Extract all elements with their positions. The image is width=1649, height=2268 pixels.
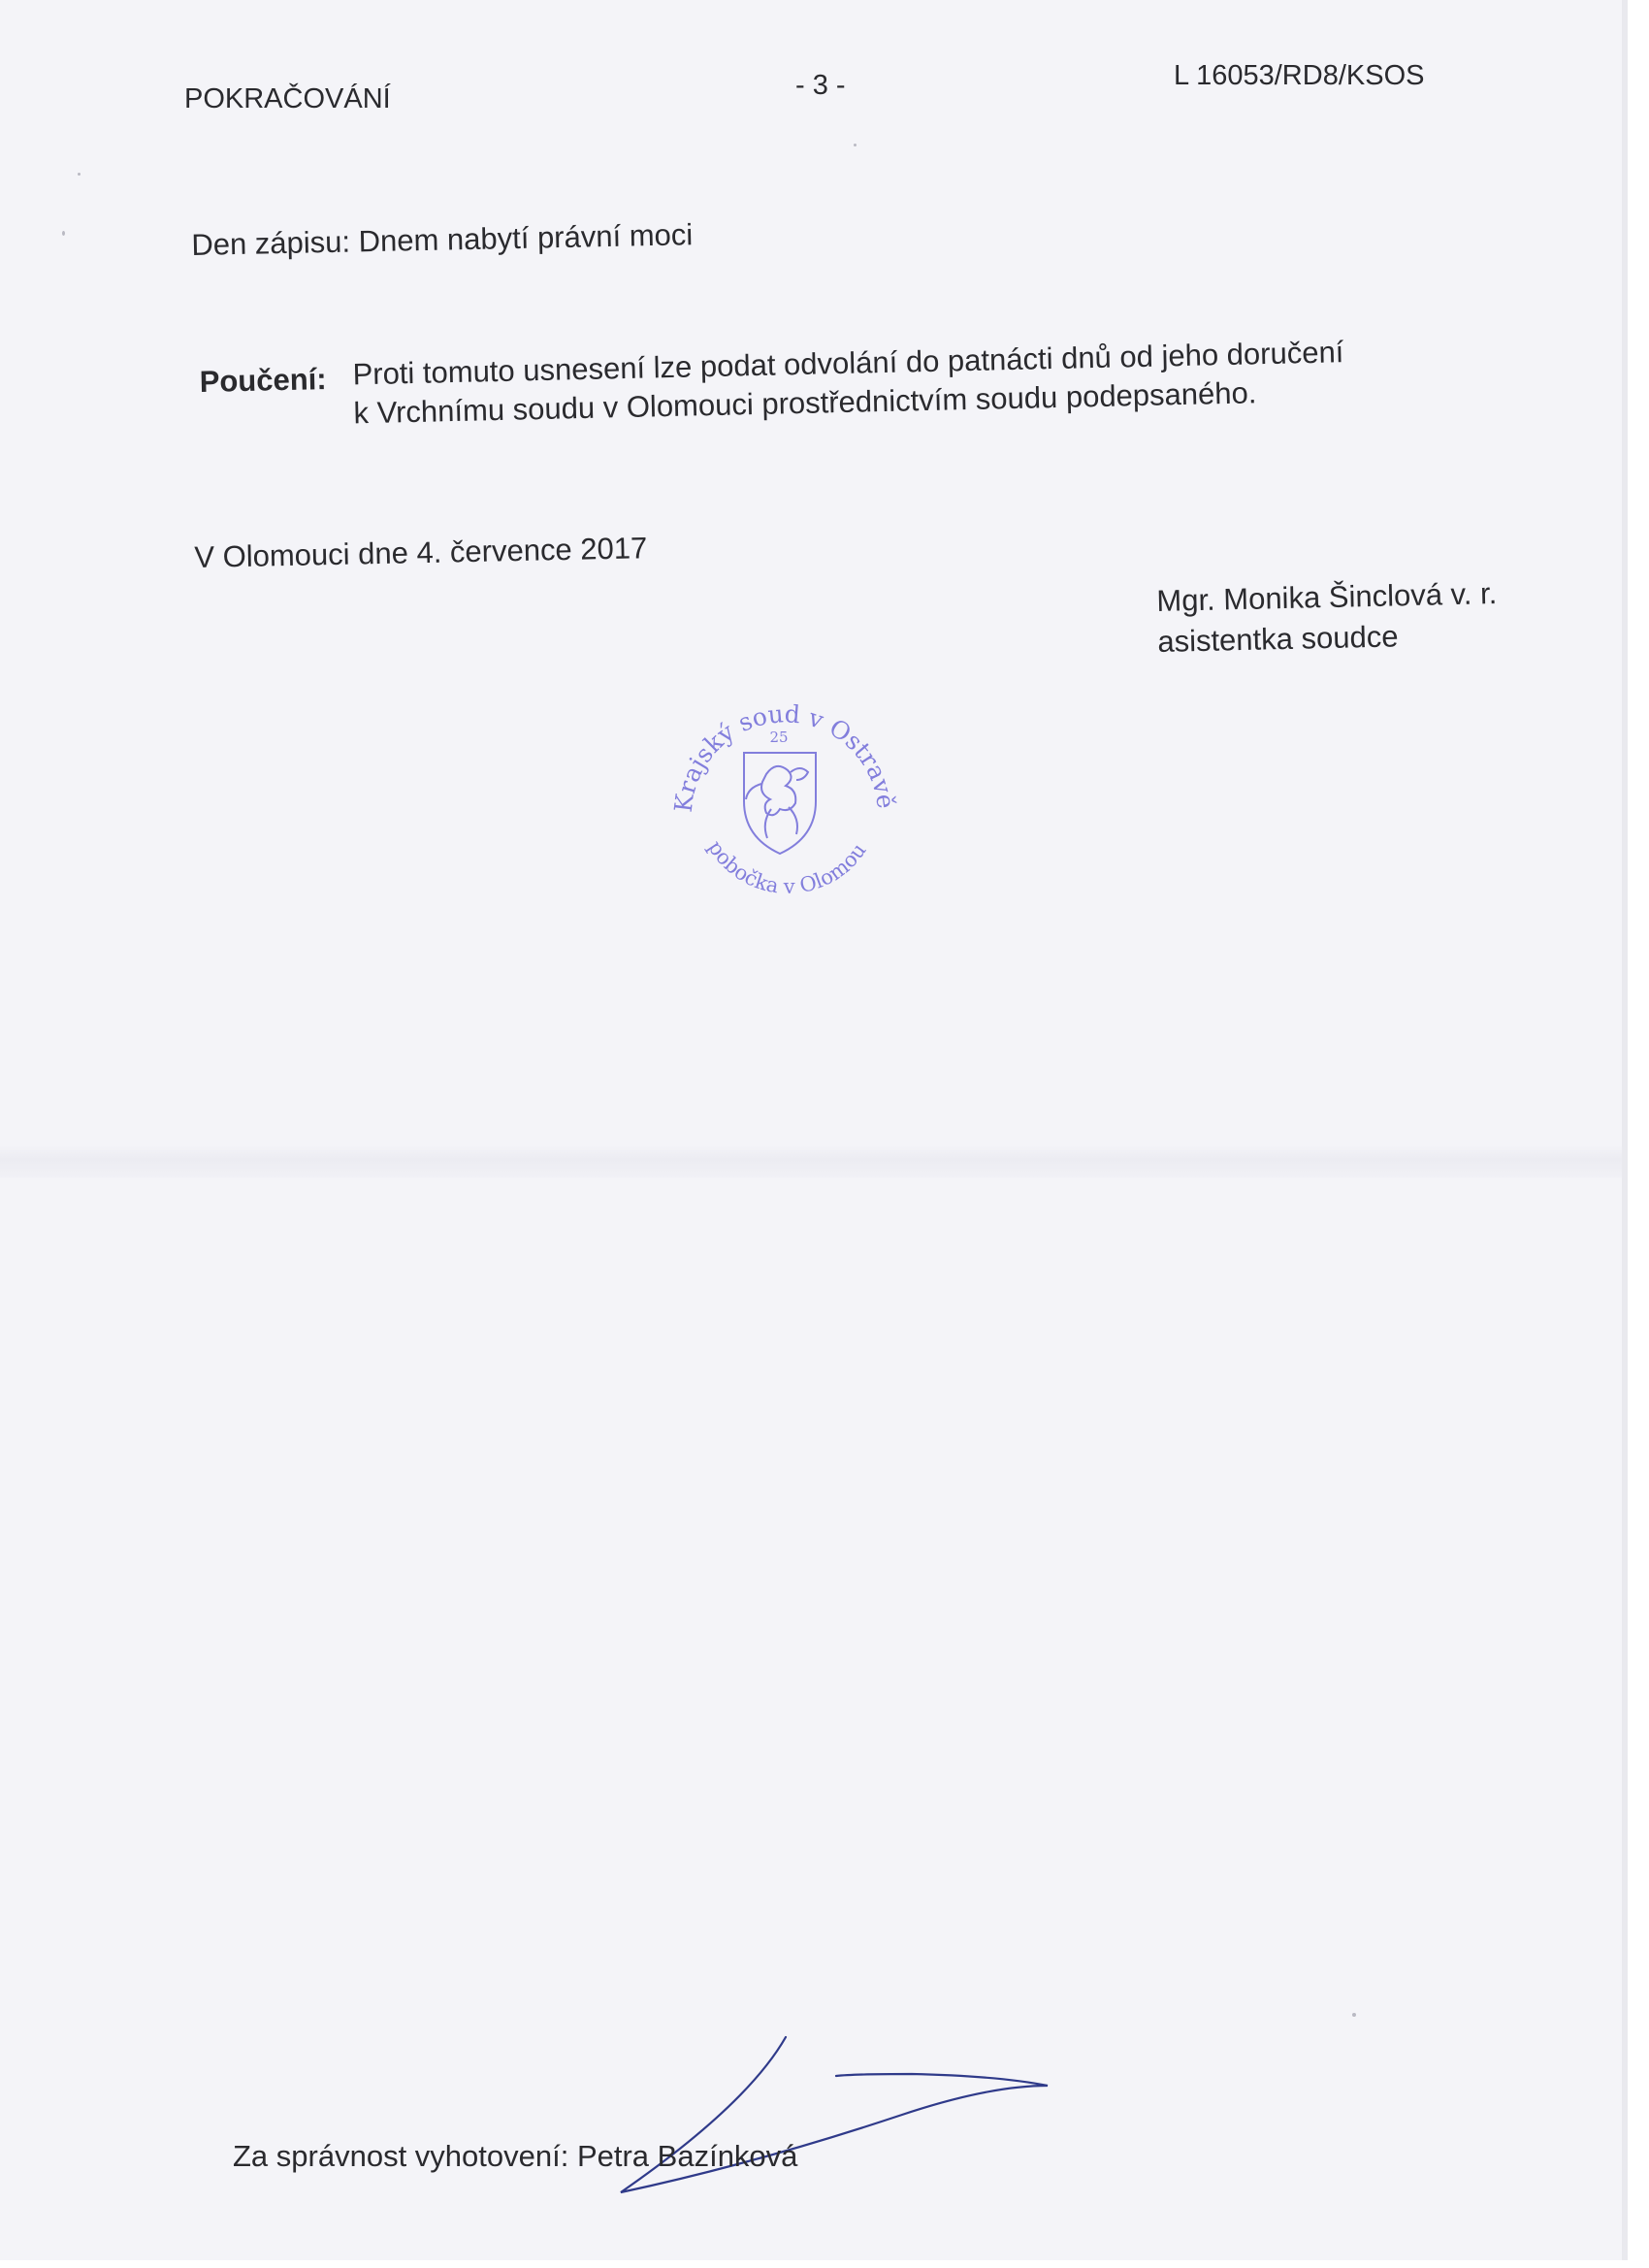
case-number: L 16053/RD8/KSOS xyxy=(1174,60,1425,91)
signer-role: asistentka soudce xyxy=(1156,619,1399,659)
signer-name: Mgr. Monika Šinclová v. r. xyxy=(1156,576,1498,618)
lion-shield-icon xyxy=(744,753,816,854)
scan-speck xyxy=(78,173,81,176)
certification-line: Za správnost vyhotovení: Petra Bazínková xyxy=(233,2139,798,2173)
handwritten-signature xyxy=(582,2018,1067,2212)
page-number: - 3 - xyxy=(795,70,846,101)
scan-speck xyxy=(62,231,65,236)
page-fold xyxy=(0,1145,1622,1178)
instruction-text-line-1: Proti tomuto usnesení lze podat odvolání do patnácti dnů od jeho doručení xyxy=(352,335,1344,392)
instruction-label: Poučení: xyxy=(199,362,327,399)
stamp-number: 25 xyxy=(769,729,789,746)
entry-date-line: Den zápisu: Dnem nabytí právní moci xyxy=(191,217,694,262)
scan-speck xyxy=(1352,2013,1356,2017)
header-continuation: POKRAČOVÁNÍ xyxy=(184,83,391,114)
stamp-text-bottom-arc: pobočka v Olomou xyxy=(703,836,871,899)
scan-speck xyxy=(854,144,857,146)
stamp-text-top-arc: Krajský soud v Ostravě xyxy=(668,699,900,814)
instruction-block xyxy=(199,322,1479,431)
instruction-text-line-2: k Vrchnímu soudu v Olomouci prostřednictvím soudu podepsaného. xyxy=(353,375,1257,431)
court-stamp xyxy=(635,638,926,929)
place-date-line: V Olomouci dne 4. července 2017 xyxy=(194,531,648,574)
